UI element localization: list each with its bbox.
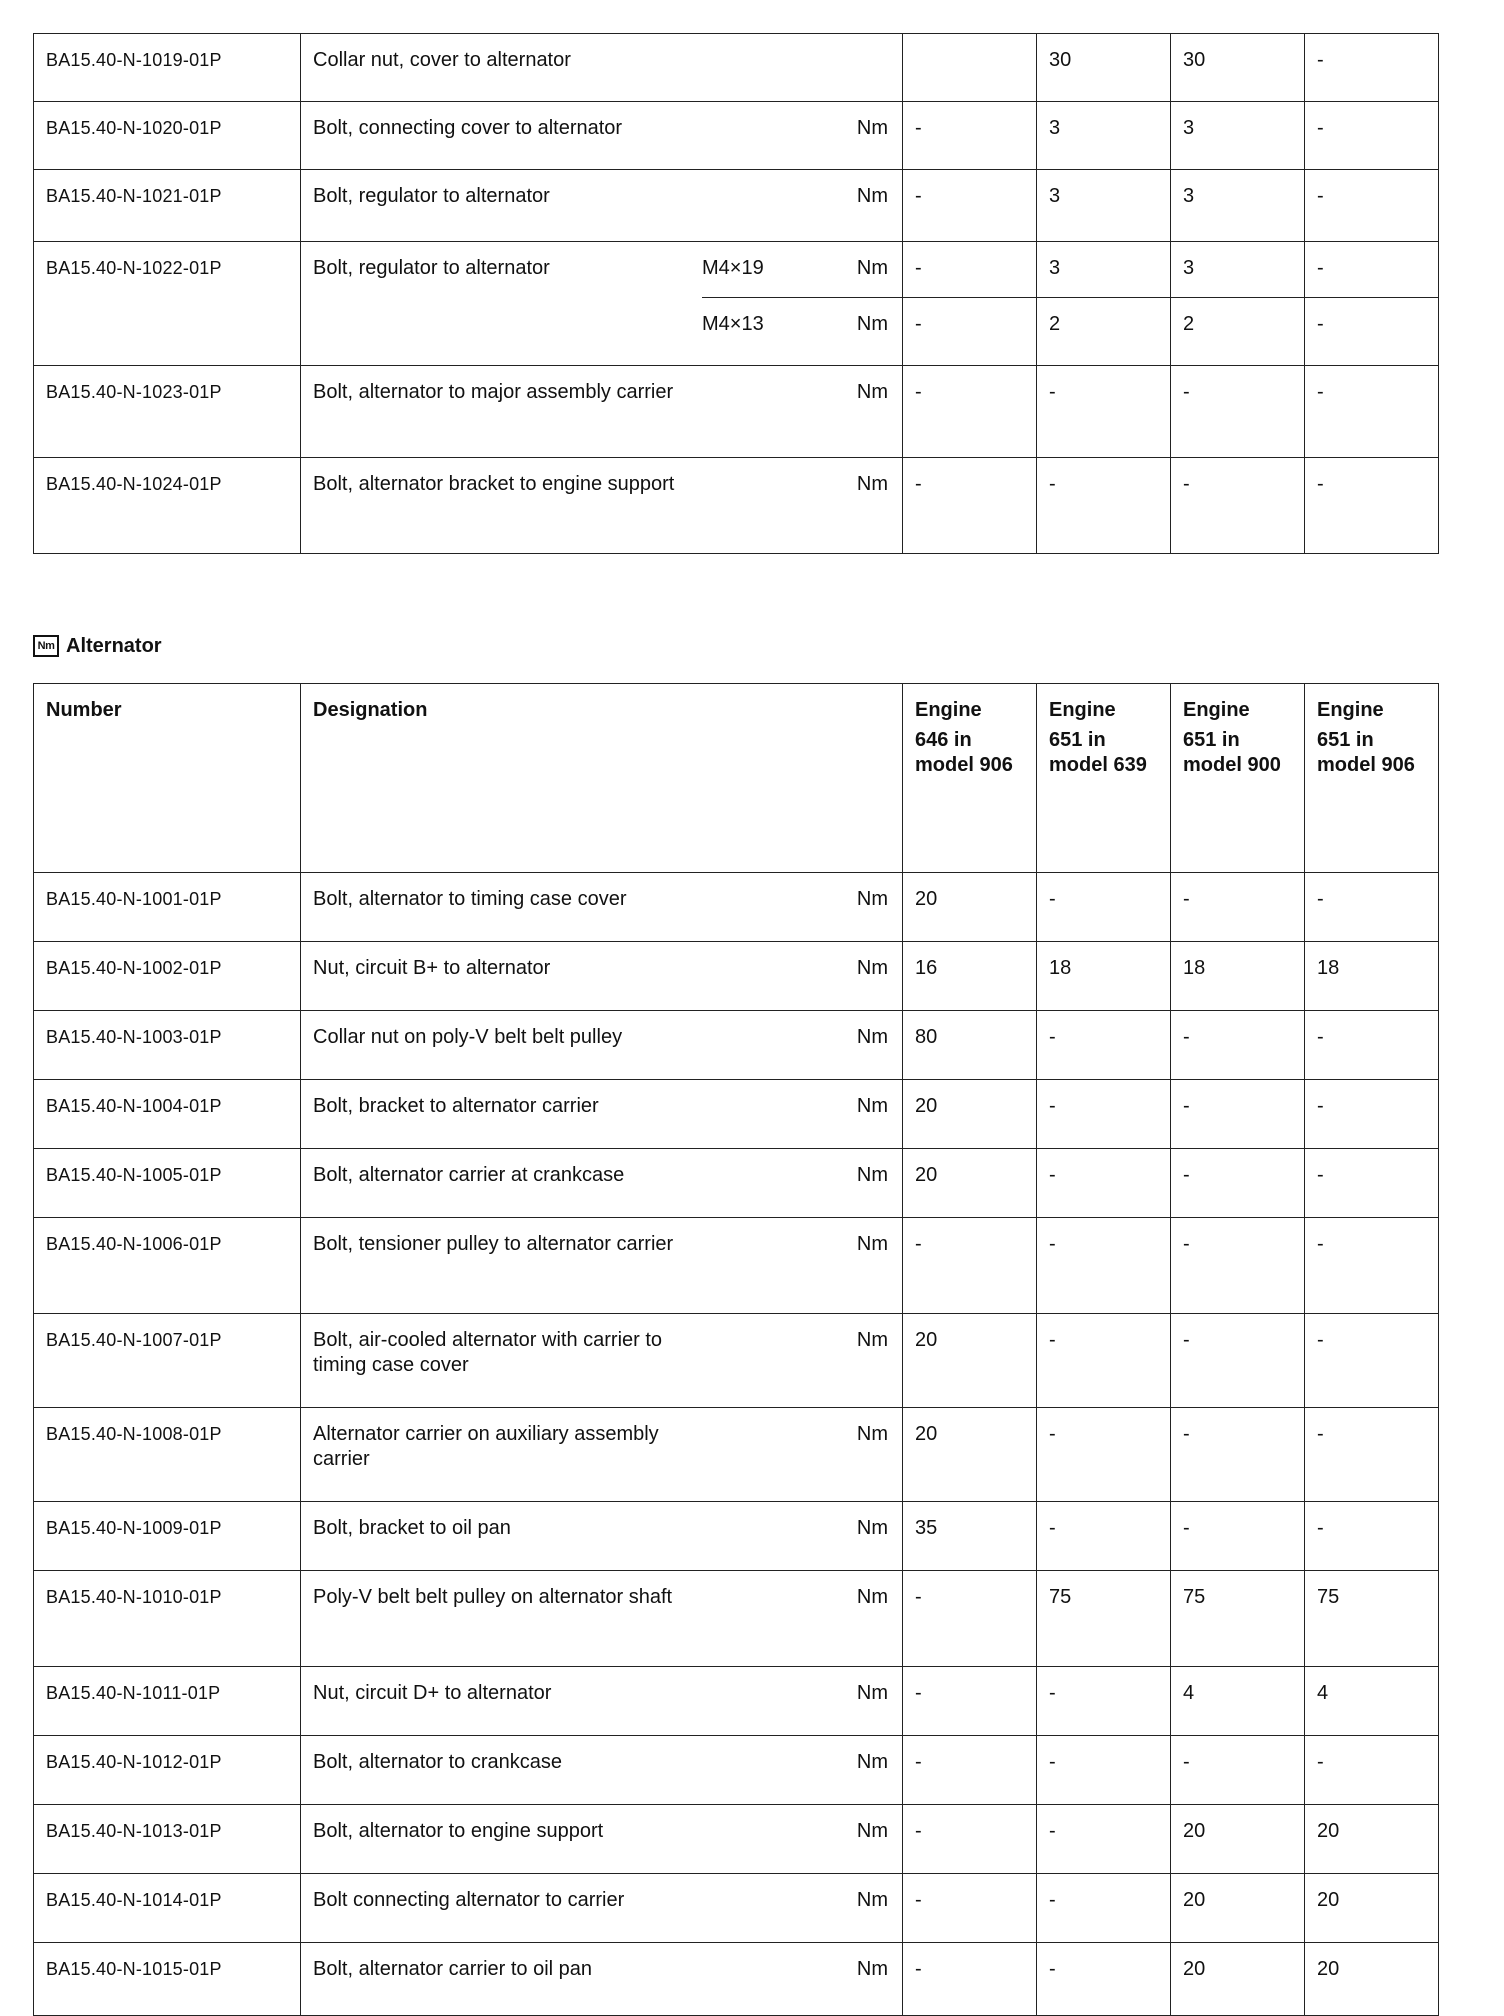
torque-value: 30	[1037, 34, 1171, 102]
torque-value: -	[1037, 1805, 1171, 1874]
torque-value: -	[1037, 1736, 1171, 1805]
unit-label: Nm	[856, 1586, 888, 1608]
table-row	[34, 1667, 1439, 1736]
designation-cell	[301, 102, 903, 170]
torque-value: -	[903, 1571, 1037, 1667]
designation-text: Bolt, alternator carrier at crankcase	[313, 1164, 625, 1186]
designation-text: Bolt, alternator to major assembly carrier	[313, 381, 674, 403]
torque-value: 20	[903, 1149, 1037, 1218]
torque-value: -	[1305, 1149, 1439, 1218]
size-subrow	[702, 297, 902, 365]
designation-cell	[301, 1571, 903, 1667]
torque-value: 3	[1037, 102, 1171, 170]
part-number: BA15.40-N-1022-01P	[34, 242, 301, 366]
table-row	[34, 1011, 1439, 1080]
table-row	[34, 1943, 1439, 2016]
table-row	[34, 458, 1439, 554]
part-number: BA15.40-N-1006-01P	[34, 1218, 301, 1314]
designation-cell	[301, 1080, 903, 1149]
torque-value: -	[903, 458, 1037, 554]
torque-value: 4	[1171, 1667, 1305, 1736]
unit-label: Nm	[856, 1233, 888, 1255]
part-number: BA15.40-N-1020-01P	[34, 102, 301, 170]
torque-value: 18	[1037, 942, 1171, 1011]
torque-value: -	[1305, 170, 1439, 242]
part-number: BA15.40-N-1009-01P	[34, 1502, 301, 1571]
unit-label: Nm	[856, 1751, 888, 1773]
torque-table-continued	[33, 33, 1439, 554]
torque-value: 75	[1037, 1571, 1171, 1667]
designation-cell	[301, 1874, 903, 1943]
designation-cell	[301, 1502, 903, 1571]
unit-label: Nm	[856, 1164, 888, 1186]
part-number: BA15.40-N-1010-01P	[34, 1571, 301, 1667]
designation-cell	[301, 1218, 903, 1314]
table-row	[34, 1218, 1439, 1314]
designation-text: Nut, circuit D+ to alternator	[313, 1682, 552, 1704]
part-number: BA15.40-N-1019-01P	[34, 34, 301, 102]
torque-value: -	[903, 170, 1037, 242]
torque-value: -	[1037, 366, 1171, 458]
torque-value: 20	[1305, 1943, 1439, 2016]
torque-value: 3	[1037, 170, 1171, 242]
header-engine-1: Engine 646 in model 906	[903, 684, 1037, 873]
torque-value: -	[1305, 1011, 1439, 1080]
torque-value: 3	[1171, 102, 1305, 170]
bolt-size: M4×19	[702, 257, 764, 279]
unit-label: Nm	[856, 957, 888, 979]
part-number: BA15.40-N-1024-01P	[34, 458, 301, 554]
torque-value: -	[1037, 1408, 1171, 1502]
torque-value: 20	[1171, 1874, 1305, 1943]
torque-value: -	[1305, 1080, 1439, 1149]
designation-cell	[301, 942, 903, 1011]
torque-value: -	[1305, 873, 1439, 942]
size-subrow	[702, 242, 902, 297]
torque-value: 20	[1305, 1805, 1439, 1874]
table-row	[34, 366, 1439, 458]
designation-text: Bolt, bracket to alternator carrier	[313, 1095, 599, 1117]
designation-text: Bolt, alternator to engine support	[313, 1820, 604, 1842]
designation-cell	[301, 1011, 903, 1080]
designation-cell	[301, 1149, 903, 1218]
torque-value: 20	[1171, 1943, 1305, 2016]
header-designation: Designation	[301, 684, 903, 873]
table-row	[34, 1571, 1439, 1667]
torque-nm-icon: Nm	[33, 635, 59, 657]
torque-value: -	[1305, 1314, 1439, 1408]
table-row	[34, 1149, 1439, 1218]
torque-value: 4	[1305, 1667, 1439, 1736]
torque-value: 18	[1171, 942, 1305, 1011]
alternator-torque-table	[33, 683, 1439, 2016]
torque-value: -	[903, 1218, 1037, 1314]
torque-value: -	[1037, 1218, 1171, 1314]
torque-value: -	[1037, 1943, 1171, 2016]
designation-text: Bolt, tensioner pulley to alternator carrier	[313, 1233, 674, 1255]
torque-value: -	[903, 1805, 1037, 1874]
torque-value: -	[903, 1943, 1037, 2016]
part-number: BA15.40-N-1014-01P	[34, 1874, 301, 1943]
designation-text: Bolt, alternator to timing case cover	[313, 888, 627, 910]
torque-value: -	[1305, 1408, 1439, 1502]
torque-value: -	[1037, 1011, 1171, 1080]
part-number: BA15.40-N-1007-01P	[34, 1314, 301, 1408]
torque-value: -	[1037, 1080, 1171, 1149]
part-number: BA15.40-N-1021-01P	[34, 170, 301, 242]
designation-text: Bolt, alternator carrier to oil pan	[313, 1958, 593, 1980]
torque-value: -	[1171, 873, 1305, 942]
part-number: BA15.40-N-1003-01P	[34, 1011, 301, 1080]
unit-label: Nm	[856, 185, 888, 207]
torque-value: -	[1171, 1408, 1305, 1502]
header-engine-4: Engine 651 in model 906	[1305, 684, 1439, 873]
part-number: BA15.40-N-1002-01P	[34, 942, 301, 1011]
designation-cell	[301, 1408, 903, 1502]
torque-value: 20	[903, 1314, 1037, 1408]
designation-text: Collar nut on poly-V belt belt pulley	[313, 1026, 623, 1048]
part-number: BA15.40-N-1012-01P	[34, 1736, 301, 1805]
torque-value: 20	[903, 1408, 1037, 1502]
designation-text: Bolt connecting alternator to carrier	[313, 1889, 625, 1911]
torque-value: 20	[903, 1080, 1037, 1149]
designation-cell	[301, 242, 903, 366]
table-row	[34, 942, 1439, 1011]
table-row	[34, 170, 1439, 242]
table-row	[34, 1805, 1439, 1874]
unit-label: Nm	[856, 1820, 888, 1842]
torque-value: -	[1305, 1218, 1439, 1314]
torque-value: 20	[1171, 1805, 1305, 1874]
unit-label: Nm	[856, 313, 888, 335]
torque-value: -	[1317, 257, 1324, 279]
torque-value: -	[903, 1874, 1037, 1943]
table-row	[34, 1080, 1439, 1149]
torque-value: -	[1305, 1736, 1439, 1805]
torque-value: -	[1171, 1011, 1305, 1080]
torque-value: 2	[1183, 313, 1195, 335]
header-number: Number	[34, 684, 301, 873]
torque-value: -	[1317, 313, 1324, 335]
table-row	[34, 873, 1439, 942]
torque-value: -	[1171, 1502, 1305, 1571]
designation-cell	[301, 1943, 903, 2016]
unit-label: Nm	[856, 117, 888, 139]
torque-value: -	[915, 313, 922, 335]
torque-value: 3	[1049, 257, 1061, 279]
part-number: BA15.40-N-1011-01P	[34, 1667, 301, 1736]
section-heading	[33, 632, 162, 660]
designation-text: Bolt, bracket to oil pan	[313, 1517, 511, 1539]
torque-value: 3	[1171, 170, 1305, 242]
unit-label: Nm	[856, 1958, 888, 1980]
part-number: BA15.40-N-1023-01P	[34, 366, 301, 458]
designation-text: Collar nut, cover to alternator	[313, 49, 571, 71]
torque-value: -	[1305, 458, 1439, 554]
unit-label: Nm	[856, 1889, 888, 1911]
torque-value: 75	[1171, 1571, 1305, 1667]
torque-value: -	[1037, 1149, 1171, 1218]
torque-value: -	[1305, 366, 1439, 458]
part-number: BA15.40-N-1015-01P	[34, 1943, 301, 2016]
value-cell	[1305, 242, 1439, 366]
torque-value: -	[903, 102, 1037, 170]
unit-label: Nm	[856, 1682, 888, 1704]
value-cell	[1171, 242, 1305, 366]
designation-cell	[301, 873, 903, 942]
designation-cell	[301, 458, 903, 554]
designation-cell	[301, 366, 903, 458]
torque-value: 30	[1171, 34, 1305, 102]
table-row	[34, 102, 1439, 170]
designation-cell	[301, 1667, 903, 1736]
part-number: BA15.40-N-1001-01P	[34, 873, 301, 942]
header-engine-3: Engine 651 in model 900	[1171, 684, 1305, 873]
header-engine-2: Engine 651 in model 639	[1037, 684, 1171, 873]
unit-label: Nm	[856, 1329, 888, 1351]
torque-value: 16	[903, 942, 1037, 1011]
table-row	[34, 242, 1439, 366]
table-row	[34, 1408, 1439, 1502]
torque-value: 3	[1183, 257, 1195, 279]
designation-text: Bolt, alternator bracket to engine support	[313, 473, 675, 495]
unit-label: Nm	[856, 1026, 888, 1048]
part-number: BA15.40-N-1013-01P	[34, 1805, 301, 1874]
torque-value: 20	[903, 873, 1037, 942]
torque-value: -	[1171, 1149, 1305, 1218]
torque-value: -	[1171, 1080, 1305, 1149]
torque-value: 18	[1305, 942, 1439, 1011]
designation-text: Bolt, alternator to crankcase	[313, 1751, 563, 1773]
unit-label: Nm	[856, 1095, 888, 1117]
table-row	[34, 1314, 1439, 1408]
table-row	[34, 1736, 1439, 1805]
unit-label: Nm	[856, 1517, 888, 1539]
torque-value: 2	[1049, 313, 1061, 335]
designation-cell	[301, 1736, 903, 1805]
designation-text: Alternator carrier on auxiliary assembly carrier	[313, 1423, 659, 1470]
torque-value: -	[1037, 873, 1171, 942]
torque-value: -	[1305, 34, 1439, 102]
designation-text: Bolt, connecting cover to alternator	[313, 117, 623, 139]
designation-cell	[301, 170, 903, 242]
part-number: BA15.40-N-1004-01P	[34, 1080, 301, 1149]
torque-value: 75	[1305, 1571, 1439, 1667]
torque-value: -	[1305, 1502, 1439, 1571]
table-row	[34, 34, 1439, 102]
torque-value: -	[903, 1667, 1037, 1736]
torque-value: -	[1305, 102, 1439, 170]
torque-value: 80	[903, 1011, 1037, 1080]
designation-text: Nut, circuit B+ to alternator	[313, 957, 551, 979]
designation-cell	[301, 1314, 903, 1408]
value-cell	[1037, 242, 1171, 366]
torque-value: -	[1171, 1736, 1305, 1805]
torque-value: -	[1037, 1314, 1171, 1408]
torque-value: 20	[1305, 1874, 1439, 1943]
table-row	[34, 1874, 1439, 1943]
torque-value: 35	[903, 1502, 1037, 1571]
unit-label: Nm	[856, 257, 888, 279]
torque-value: -	[1171, 458, 1305, 554]
value-cell	[903, 242, 1037, 366]
section-title: Alternator	[66, 634, 162, 657]
unit-label: Nm	[856, 381, 888, 403]
torque-value: -	[1037, 458, 1171, 554]
torque-value: -	[1171, 1314, 1305, 1408]
torque-value: -	[1037, 1667, 1171, 1736]
torque-value: -	[1037, 1502, 1171, 1571]
table-header-row	[34, 684, 1439, 873]
torque-value: -	[915, 257, 922, 279]
designation-text: Poly-V belt belt pulley on alternator shaft	[313, 1586, 673, 1608]
torque-value: -	[903, 366, 1037, 458]
designation-text: Bolt, air-cooled alternator with carrier to timing case cover	[313, 1329, 663, 1376]
unit-label: Nm	[856, 473, 888, 495]
designation-text: Bolt, regulator to alternator	[313, 257, 550, 279]
torque-value	[903, 34, 1037, 102]
torque-value: -	[1171, 366, 1305, 458]
unit-label: Nm	[856, 1423, 888, 1445]
unit-label: Nm	[856, 888, 888, 910]
torque-value: -	[1171, 1218, 1305, 1314]
part-number: BA15.40-N-1008-01P	[34, 1408, 301, 1502]
part-number: BA15.40-N-1005-01P	[34, 1149, 301, 1218]
designation-cell	[301, 1805, 903, 1874]
torque-value: -	[903, 1736, 1037, 1805]
table-row	[34, 1502, 1439, 1571]
bolt-size: M4×13	[702, 313, 764, 335]
torque-value: -	[1037, 1874, 1171, 1943]
designation-text: Bolt, regulator to alternator	[313, 185, 550, 207]
designation-cell	[301, 34, 903, 102]
